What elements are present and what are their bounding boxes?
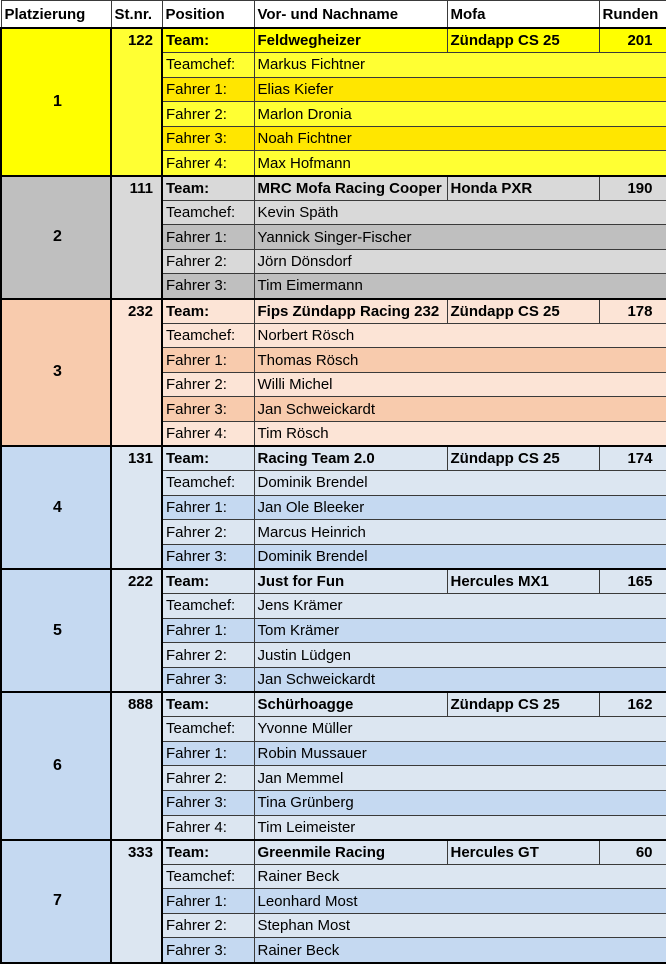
team-label: Team:	[162, 299, 254, 324]
member-name: Jan Schweickardt	[254, 397, 666, 422]
team-name: Just for Fun	[254, 569, 447, 594]
team-label: Team:	[162, 840, 254, 865]
role-cell: Fahrer 3:	[162, 397, 254, 422]
role-cell: Fahrer 4:	[162, 815, 254, 840]
role-cell: Fahrer 1:	[162, 225, 254, 250]
rank-cell: 7	[1, 840, 111, 963]
member-name: Marlon Dronia	[254, 102, 666, 127]
role-cell: Fahrer 2:	[162, 766, 254, 791]
team-label: Team:	[162, 692, 254, 717]
team-name: Fips Zündapp Racing 232	[254, 299, 447, 324]
member-name: Norbert Rösch	[254, 323, 666, 348]
member-name: Robin Mussauer	[254, 741, 666, 766]
role-cell: Fahrer 3:	[162, 790, 254, 815]
header-number: St.nr.	[111, 1, 162, 29]
rank-cell: 3	[1, 299, 111, 447]
role-cell: Fahrer 2:	[162, 372, 254, 397]
rank-cell: 6	[1, 692, 111, 840]
mofa-cell: Zündapp CS 25	[447, 692, 599, 717]
role-cell: Fahrer 3:	[162, 938, 254, 963]
laps-cell: 174	[599, 446, 666, 471]
header-name: Vor- und Nachname	[254, 1, 447, 29]
header-rank: Platzierung	[1, 1, 111, 29]
team-name: Greenmile Racing	[254, 840, 447, 865]
role-cell: Fahrer 2:	[162, 913, 254, 938]
member-name: Yannick Singer-Fischer	[254, 225, 666, 250]
member-name: Kevin Späth	[254, 200, 666, 225]
team-row	[1, 840, 666, 865]
laps-cell: 162	[599, 692, 666, 717]
team-row	[1, 176, 666, 201]
laps-cell: 178	[599, 299, 666, 324]
role-cell: Fahrer 2:	[162, 520, 254, 545]
member-name: Willi Michel	[254, 372, 666, 397]
team-name: Racing Team 2.0	[254, 446, 447, 471]
role-cell: Fahrer 1:	[162, 618, 254, 643]
role-cell: Teamchef:	[162, 53, 254, 78]
member-name: Noah Fichtner	[254, 126, 666, 151]
member-name: Jan Schweickardt	[254, 667, 666, 692]
role-cell: Fahrer 1:	[162, 741, 254, 766]
role-cell: Fahrer 2:	[162, 643, 254, 668]
laps-cell: 165	[599, 569, 666, 594]
member-name: Yvonne Müller	[254, 717, 666, 742]
role-cell: Teamchef:	[162, 594, 254, 619]
team-label: Team:	[162, 176, 254, 201]
member-name: Jörn Dönsdorf	[254, 249, 666, 274]
rank-cell: 2	[1, 176, 111, 299]
role-cell: Teamchef:	[162, 471, 254, 496]
rank-cell: 1	[1, 28, 111, 176]
member-name: Thomas Rösch	[254, 348, 666, 373]
member-name: Dominik Brendel	[254, 471, 666, 496]
role-cell: Fahrer 3:	[162, 544, 254, 569]
member-name: Max Hofmann	[254, 151, 666, 176]
role-cell: Fahrer 4:	[162, 422, 254, 447]
team-label: Team:	[162, 28, 254, 53]
member-name: Tim Rösch	[254, 422, 666, 447]
role-cell: Fahrer 3:	[162, 274, 254, 299]
team-label: Team:	[162, 569, 254, 594]
mofa-cell: Zündapp CS 25	[447, 28, 599, 53]
member-name: Stephan Most	[254, 913, 666, 938]
team-label: Team:	[162, 446, 254, 471]
mofa-cell: Zündapp CS 25	[447, 299, 599, 324]
team-row	[1, 569, 666, 594]
member-name: Elias Kiefer	[254, 77, 666, 102]
start-number-cell: 888	[111, 692, 162, 840]
mofa-cell: Hercules MX1	[447, 569, 599, 594]
team-row	[1, 692, 666, 717]
role-cell: Teamchef:	[162, 200, 254, 225]
member-name: Tom Krämer	[254, 618, 666, 643]
member-name: Justin Lüdgen	[254, 643, 666, 668]
member-name: Tim Eimermann	[254, 274, 666, 299]
role-cell: Fahrer 1:	[162, 77, 254, 102]
member-name: Rainer Beck	[254, 864, 666, 889]
member-name: Dominik Brendel	[254, 544, 666, 569]
role-cell: Fahrer 4:	[162, 151, 254, 176]
laps-cell: 190	[599, 176, 666, 201]
role-cell: Fahrer 1:	[162, 348, 254, 373]
header-laps: Runden	[599, 1, 666, 29]
role-cell: Teamchef:	[162, 864, 254, 889]
start-number-cell: 131	[111, 446, 162, 569]
role-cell: Fahrer 1:	[162, 495, 254, 520]
mofa-cell: Hercules GT	[447, 840, 599, 865]
rank-cell: 4	[1, 446, 111, 569]
team-row	[1, 28, 666, 53]
team-name: MRC Mofa Racing Cooper	[254, 176, 447, 201]
team-name: Feldwegheizer	[254, 28, 447, 53]
member-name: Rainer Beck	[254, 938, 666, 963]
start-number-cell: 111	[111, 176, 162, 299]
start-number-cell: 222	[111, 569, 162, 692]
member-name: Jens Krämer	[254, 594, 666, 619]
team-name: Schürhoagge	[254, 692, 447, 717]
member-name: Jan Memmel	[254, 766, 666, 791]
start-number-cell: 122	[111, 28, 162, 176]
role-cell: Fahrer 2:	[162, 249, 254, 274]
member-name: Jan Ole Bleeker	[254, 495, 666, 520]
header-row	[1, 1, 666, 29]
mofa-cell: Zündapp CS 25	[447, 446, 599, 471]
role-cell: Fahrer 3:	[162, 126, 254, 151]
role-cell: Fahrer 2:	[162, 102, 254, 127]
role-cell: Teamchef:	[162, 717, 254, 742]
member-name: Marcus Heinrich	[254, 520, 666, 545]
role-cell: Fahrer 3:	[162, 667, 254, 692]
role-cell: Teamchef:	[162, 323, 254, 348]
team-row	[1, 446, 666, 471]
mofa-cell: Honda PXR	[447, 176, 599, 201]
member-name: Leonhard Most	[254, 889, 666, 914]
rank-cell: 5	[1, 569, 111, 692]
member-name: Markus Fichtner	[254, 53, 666, 78]
role-cell: Fahrer 1:	[162, 889, 254, 914]
member-name: Tina Grünberg	[254, 790, 666, 815]
start-number-cell: 333	[111, 840, 162, 963]
header-position: Position	[162, 1, 254, 29]
team-row	[1, 299, 666, 324]
laps-cell: 60	[599, 840, 666, 865]
start-number-cell: 232	[111, 299, 162, 447]
header-mofa: Mofa	[447, 1, 599, 29]
laps-cell: 201	[599, 28, 666, 53]
member-name: Tim Leimeister	[254, 815, 666, 840]
